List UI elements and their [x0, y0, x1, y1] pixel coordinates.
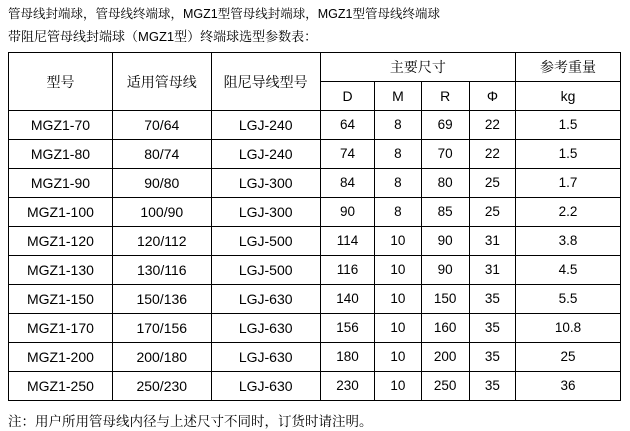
cell-m: 10	[375, 227, 421, 256]
cell-phi: 22	[469, 111, 515, 140]
table-row	[9, 227, 621, 256]
cell-phi: 35	[469, 372, 515, 401]
cell-busbar: 150/136	[112, 285, 211, 314]
cell-weight: 10.8	[516, 314, 621, 343]
cell-r: 250	[421, 372, 469, 401]
cell-d: 74	[320, 140, 375, 169]
cell-phi: 35	[469, 285, 515, 314]
cell-d: 90	[320, 198, 375, 227]
table-row	[9, 140, 621, 169]
cell-model: MGZ1-200	[9, 343, 113, 372]
column-header-weight-unit: kg	[516, 82, 621, 111]
cell-weight: 3.8	[516, 227, 621, 256]
cell-d: 114	[320, 227, 375, 256]
table-row	[9, 198, 621, 227]
cell-m: 10	[375, 372, 421, 401]
cell-m: 8	[375, 198, 421, 227]
table-row	[9, 285, 621, 314]
cell-phi: 25	[469, 198, 515, 227]
column-header-model: 型号	[9, 53, 113, 111]
cell-damping-wire: LGJ-500	[211, 227, 320, 256]
cell-busbar: 250/230	[112, 372, 211, 401]
cell-model: MGZ1-130	[9, 256, 113, 285]
cell-model: MGZ1-120	[9, 227, 113, 256]
column-header-m: M	[375, 82, 421, 111]
cell-model: MGZ1-80	[9, 140, 113, 169]
cell-weight: 1.7	[516, 169, 621, 198]
cell-d: 64	[320, 111, 375, 140]
cell-r: 200	[421, 343, 469, 372]
cell-damping-wire: LGJ-300	[211, 169, 320, 198]
cell-model: MGZ1-100	[9, 198, 113, 227]
cell-d: 180	[320, 343, 375, 372]
cell-m: 10	[375, 256, 421, 285]
cell-model: MGZ1-90	[9, 169, 113, 198]
spec-table	[8, 52, 621, 401]
cell-d: 116	[320, 256, 375, 285]
cell-busbar: 170/156	[112, 314, 211, 343]
cell-r: 70	[421, 140, 469, 169]
column-header-damping-wire: 阻尼导线型号	[211, 53, 320, 111]
cell-phi: 31	[469, 227, 515, 256]
cell-model: MGZ1-150	[9, 285, 113, 314]
cell-m: 8	[375, 111, 421, 140]
cell-phi: 31	[469, 256, 515, 285]
cell-m: 8	[375, 169, 421, 198]
cell-damping-wire: LGJ-500	[211, 256, 320, 285]
cell-damping-wire: LGJ-240	[211, 111, 320, 140]
cell-busbar: 90/80	[112, 169, 211, 198]
cell-damping-wire: LGJ-300	[211, 198, 320, 227]
cell-weight: 25	[516, 343, 621, 372]
cell-damping-wire: LGJ-630	[211, 285, 320, 314]
cell-busbar: 80/74	[112, 140, 211, 169]
cell-r: 80	[421, 169, 469, 198]
cell-m: 10	[375, 285, 421, 314]
cell-d: 230	[320, 372, 375, 401]
table-row	[9, 111, 621, 140]
column-header-d: D	[320, 82, 375, 111]
cell-model: MGZ1-250	[9, 372, 113, 401]
cell-phi: 35	[469, 343, 515, 372]
table-header-row-1	[9, 53, 621, 82]
cell-m: 8	[375, 140, 421, 169]
cell-phi: 35	[469, 314, 515, 343]
cell-phi: 25	[469, 169, 515, 198]
cell-phi: 22	[469, 140, 515, 169]
cell-r: 90	[421, 227, 469, 256]
cell-weight: 1.5	[516, 111, 621, 140]
column-header-phi: Φ	[469, 82, 515, 111]
cell-r: 160	[421, 314, 469, 343]
cell-weight: 2.2	[516, 198, 621, 227]
cell-weight: 36	[516, 372, 621, 401]
cell-r: 85	[421, 198, 469, 227]
cell-r: 69	[421, 111, 469, 140]
table-row	[9, 343, 621, 372]
cell-r: 150	[421, 285, 469, 314]
table-row	[9, 372, 621, 401]
cell-weight: 5.5	[516, 285, 621, 314]
cell-d: 156	[320, 314, 375, 343]
cell-model: MGZ1-170	[9, 314, 113, 343]
cell-busbar: 120/112	[112, 227, 211, 256]
cell-busbar: 70/64	[112, 111, 211, 140]
table-caption: 带阻尼管母线封端球（MGZ1型）终端球选型参数表：	[8, 29, 318, 44]
cell-r: 90	[421, 256, 469, 285]
column-header-r: R	[421, 82, 469, 111]
cell-weight: 1.5	[516, 140, 621, 169]
page-title: 管母线封端球，管母线终端球，MGZ1型管母线封端球，MGZ1型管母线终端球	[8, 7, 440, 21]
cell-damping-wire: LGJ-240	[211, 140, 320, 169]
table-row	[9, 256, 621, 285]
cell-damping-wire: LGJ-630	[211, 372, 320, 401]
cell-d: 140	[320, 285, 375, 314]
table-footnote: 注：用户所用管母线内径与上述尺寸不同时，订货时请注明。	[8, 414, 373, 429]
column-header-main-dimensions: 主要尺寸	[320, 53, 515, 82]
cell-model: MGZ1-70	[9, 111, 113, 140]
column-header-weight: 参考重量	[516, 53, 621, 82]
table-row	[9, 169, 621, 198]
cell-damping-wire: LGJ-630	[211, 343, 320, 372]
cell-busbar: 100/90	[112, 198, 211, 227]
table-row	[9, 314, 621, 343]
cell-damping-wire: LGJ-630	[211, 314, 320, 343]
cell-busbar: 200/180	[112, 343, 211, 372]
cell-busbar: 130/116	[112, 256, 211, 285]
cell-m: 10	[375, 314, 421, 343]
cell-weight: 4.5	[516, 256, 621, 285]
cell-d: 84	[320, 169, 375, 198]
column-header-busbar: 适用管母线	[112, 53, 211, 111]
cell-m: 10	[375, 343, 421, 372]
